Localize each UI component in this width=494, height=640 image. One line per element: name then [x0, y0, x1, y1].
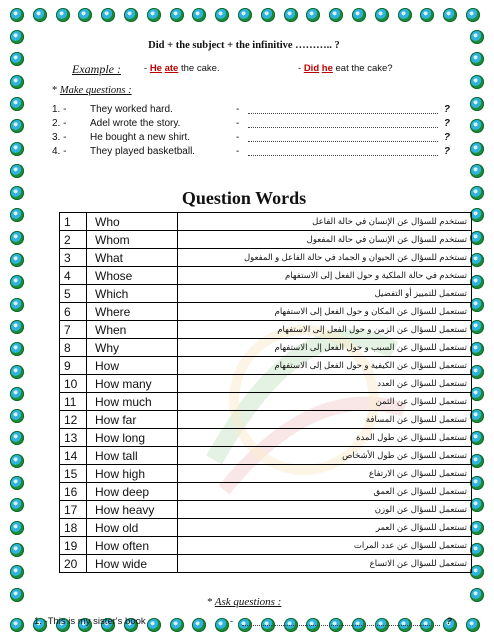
item-sentence: They worked hard.: [90, 104, 173, 115]
border-dot-icon: [470, 521, 484, 535]
question-word: What: [87, 249, 178, 267]
question-mark: ?: [443, 104, 450, 115]
border-dot-icon: [470, 275, 484, 289]
answer-line[interactable]: [248, 141, 438, 142]
worksheet-page: [34, 30, 467, 627]
border-dot-icon: [470, 119, 484, 133]
make-questions-label: Make questions :: [59, 85, 132, 96]
border-dot-icon: [10, 476, 24, 490]
border-dot-icon: [398, 8, 412, 22]
question-word: When: [87, 321, 178, 339]
question-word: Whose: [87, 267, 178, 285]
question-word: How long: [87, 429, 178, 447]
row-number: 8: [60, 339, 87, 357]
example-question: [298, 63, 393, 74]
question-mark: ?: [446, 616, 452, 627]
question-word: How far: [87, 411, 178, 429]
question-word: How deep: [87, 483, 178, 501]
arabic-explanation: تستخدم للسؤال عن الإنسان في حالة المفعول: [178, 231, 472, 249]
border-dot-icon: [470, 30, 484, 44]
row-number: 9: [60, 357, 87, 375]
border-dot-icon: [470, 431, 484, 445]
table-row: [60, 501, 472, 519]
border-dot-icon: [470, 454, 484, 468]
table-row: [60, 429, 472, 447]
table-row: [60, 519, 472, 537]
border-dot-icon: [10, 320, 24, 334]
border-dot-icon: [470, 365, 484, 379]
border-dot-icon: [470, 298, 484, 312]
border-dot-icon: [10, 8, 24, 22]
arabic-explanation: تستعمل للسؤال عن العمر: [178, 519, 472, 537]
arabic-explanation: تستعمل للتمييز أو التفضيل: [178, 285, 472, 303]
table-row: [60, 339, 472, 357]
border-dot-icon: [10, 565, 24, 579]
border-dot-icon: [10, 164, 24, 178]
border-dot-icon: [78, 8, 92, 22]
answer-dash: -: [236, 146, 240, 157]
question-word: Whom: [87, 231, 178, 249]
answer-dash: -: [236, 104, 240, 115]
table-row: [60, 249, 472, 267]
question-word: How high: [87, 465, 178, 483]
border-dot-icon: [470, 387, 484, 401]
border-dot-icon: [470, 208, 484, 222]
border-dot-icon: [10, 498, 24, 512]
question-word: How many: [87, 375, 178, 393]
border-dot-icon: [10, 275, 24, 289]
border-dot-icon: [470, 164, 484, 178]
border-dot-icon: [10, 142, 24, 156]
arabic-explanation: تستعمل للسؤال عن الزمن و حول الفعل إلى الاستفهام: [178, 321, 472, 339]
table-row: [60, 465, 472, 483]
border-dot-icon: [170, 8, 184, 22]
border-dot-icon: [329, 8, 343, 22]
table-row: [60, 411, 472, 429]
row-number: 2: [60, 231, 87, 249]
border-dot-icon: [443, 8, 457, 22]
border-dot-icon: [470, 320, 484, 334]
row-number: 15: [60, 465, 87, 483]
question-word: Which: [87, 285, 178, 303]
border-dot-icon: [10, 231, 24, 245]
border-dot-icon: [470, 186, 484, 200]
border-dot-icon: [10, 431, 24, 445]
dash-text: -: [298, 63, 304, 74]
border-dot-icon: [10, 521, 24, 535]
arabic-explanation: تستعمل للسؤال عن الكيفية و حول الفعل إلى الاستفهام: [178, 357, 472, 375]
border-dot-icon: [10, 387, 24, 401]
row-number: 7: [60, 321, 87, 339]
row-number: 20: [60, 555, 87, 573]
question-mark: ?: [443, 132, 450, 143]
example-affirmative: [144, 63, 220, 74]
border-dot-icon: [10, 97, 24, 111]
table-row: [60, 447, 472, 465]
question-word: How wide: [87, 555, 178, 573]
border-dot-icon: [470, 142, 484, 156]
question-word: How often: [87, 537, 178, 555]
row-number: 3: [60, 249, 87, 267]
border-dot-icon: [470, 97, 484, 111]
make-question-row: [52, 118, 452, 131]
border-dot-icon: [147, 8, 161, 22]
answer-dash: -: [230, 616, 234, 627]
arabic-explanation: تستعمل للسؤال عن الوزن: [178, 501, 472, 519]
arabic-explanation: تستعمل للسؤال عن السبب و حول الفعل إلى الاستفهام: [178, 339, 472, 357]
arabic-explanation: تستعمل للسؤال عن الارتفاع: [178, 465, 472, 483]
row-number: 11: [60, 393, 87, 411]
arabic-explanation: تستعمل للسؤال عن طول المدة: [178, 429, 472, 447]
table-row: [60, 321, 472, 339]
dash-text: -: [144, 63, 150, 74]
question-words-table: [59, 212, 472, 573]
row-number: 5: [60, 285, 87, 303]
arabic-explanation: تستخدم للسؤال عن الحيوان و الجماد في حالة الفاعل و المفعول: [178, 249, 472, 267]
table-row: [60, 357, 472, 375]
row-number: 10: [60, 375, 87, 393]
question-words-title: Question Words: [181, 188, 307, 208]
answer-line[interactable]: [248, 155, 438, 156]
border-dot-icon: [10, 618, 24, 632]
row-number: 18: [60, 519, 87, 537]
answer-dash: -: [236, 132, 240, 143]
question-mark: ?: [443, 118, 450, 129]
item-number: 2. -: [52, 118, 67, 129]
table-row: [60, 285, 472, 303]
arabic-explanation: تستعمل للسؤال عن العدد: [178, 375, 472, 393]
arabic-explanation: تستعمل للسؤال عن العمق: [178, 483, 472, 501]
border-dot-icon: [470, 52, 484, 66]
answer-line[interactable]: [248, 127, 438, 128]
table-row: [60, 555, 472, 573]
arabic-explanation: تستخدم في حالة الملكية و حول الفعل إلى الاستفهام: [178, 267, 472, 285]
border-dot-icon: [10, 342, 24, 356]
table-row: [60, 213, 472, 231]
item-sentence: They played basketball.: [90, 146, 196, 157]
table-row: [60, 303, 472, 321]
star-marker: *: [52, 85, 58, 96]
question-word: How: [87, 357, 178, 375]
border-dot-icon: [10, 52, 24, 66]
example-rest: the cake.: [178, 63, 220, 74]
question-word: Who: [87, 213, 178, 231]
border-dot-icon: [10, 298, 24, 312]
row-number: 17: [60, 501, 87, 519]
example-verb: ate: [164, 63, 179, 74]
border-dot-icon: [470, 498, 484, 512]
border-dot-icon: [124, 8, 138, 22]
question-mark: ?: [443, 146, 450, 157]
row-number: 19: [60, 537, 87, 555]
arabic-explanation: تستعمل للسؤال عن عدد المرات: [178, 537, 472, 555]
star-marker: *: [206, 596, 213, 608]
item-number: 3. -: [52, 132, 67, 143]
border-dot-icon: [470, 588, 484, 602]
border-dot-icon: [10, 409, 24, 423]
border-dot-icon: [10, 454, 24, 468]
table-row: [60, 537, 472, 555]
ask-questions-title: [34, 596, 454, 608]
arabic-explanation: تستعمل للسؤال عن الاتساع: [178, 555, 472, 573]
question-word: How tall: [87, 447, 178, 465]
border-dot-icon: [352, 8, 366, 22]
border-dot-icon: [284, 8, 298, 22]
border-dot-icon: [470, 543, 484, 557]
arabic-explanation: تستخدم للسؤال عن الإنسان في حالة الفاعل: [178, 213, 472, 231]
border-dot-icon: [466, 8, 480, 22]
grammar-rule-heading: Did + the subject + the infinitive ……….. ?: [148, 40, 340, 51]
arabic-explanation: تستعمل للسؤال عن طول الأشخاص: [178, 447, 472, 465]
row-number: 12: [60, 411, 87, 429]
question-word: How old: [87, 519, 178, 537]
border-dot-icon: [10, 588, 24, 602]
example-subject-lower: he: [321, 63, 333, 74]
border-dot-icon: [10, 30, 24, 44]
border-dot-icon: [470, 565, 484, 579]
example-section: [72, 62, 452, 77]
border-dot-icon: [470, 75, 484, 89]
arabic-explanation: تستعمل للسؤال عن الثمن: [178, 393, 472, 411]
border-dot-icon: [470, 476, 484, 490]
example-subject: He: [149, 63, 162, 74]
arabic-explanation: تستعمل للسؤال عن المكان و حول الفعل إلى الاستفهام: [178, 303, 472, 321]
row-number: 1: [60, 213, 87, 231]
row-number: 16: [60, 483, 87, 501]
border-dot-icon: [56, 8, 70, 22]
table-row: [60, 393, 472, 411]
example-question-rest: eat the cake?: [332, 63, 393, 74]
border-dot-icon: [192, 8, 206, 22]
answer-line[interactable]: [242, 625, 440, 626]
example-label: Example :: [72, 62, 121, 76]
item-sentence: Adel wrote the story.: [90, 118, 181, 129]
border-dot-icon: [306, 8, 320, 22]
make-question-row: [52, 132, 452, 145]
ask-questions-label: Ask questions :: [214, 596, 282, 608]
example-aux: Did: [303, 63, 320, 74]
ask-sentence: 1. -This is my sister's book: [34, 616, 146, 627]
ask-question-row: [34, 616, 454, 629]
item-sentence: He bought a new shirt.: [90, 132, 191, 143]
border-dot-icon: [10, 208, 24, 222]
row-number: 13: [60, 429, 87, 447]
border-dot-icon: [470, 253, 484, 267]
table-row: [60, 231, 472, 249]
row-number: 4: [60, 267, 87, 285]
border-dot-icon: [10, 186, 24, 200]
item-number: 4. -: [52, 146, 67, 157]
border-dot-icon: [10, 365, 24, 379]
question-word: Where: [87, 303, 178, 321]
row-number: 14: [60, 447, 87, 465]
table-row: [60, 375, 472, 393]
table-row: [60, 267, 472, 285]
make-questions-title: [52, 85, 132, 96]
border-dot-icon: [470, 342, 484, 356]
item-number: 1. -: [52, 104, 67, 115]
border-dot-icon: [10, 253, 24, 267]
border-dot-icon: [466, 618, 480, 632]
question-word: Why: [87, 339, 178, 357]
border-dot-icon: [420, 8, 434, 22]
border-dot-icon: [101, 8, 115, 22]
border-dot-icon: [215, 8, 229, 22]
row-number: 6: [60, 303, 87, 321]
border-dot-icon: [10, 75, 24, 89]
question-word: How much: [87, 393, 178, 411]
border-dot-icon: [238, 8, 252, 22]
border-dot-icon: [10, 543, 24, 557]
border-dot-icon: [470, 409, 484, 423]
border-dot-icon: [10, 119, 24, 133]
border-dot-icon: [261, 8, 275, 22]
border-dot-icon: [470, 231, 484, 245]
answer-line[interactable]: [248, 113, 438, 114]
question-word: How heavy: [87, 501, 178, 519]
answer-dash: -: [236, 118, 240, 129]
border-dot-icon: [33, 8, 47, 22]
border-dot-icon: [375, 8, 389, 22]
arabic-explanation: تستعمل للسؤال عن المسافة: [178, 411, 472, 429]
make-question-row: [52, 104, 452, 117]
table-row: [60, 483, 472, 501]
make-question-row: [52, 146, 452, 159]
